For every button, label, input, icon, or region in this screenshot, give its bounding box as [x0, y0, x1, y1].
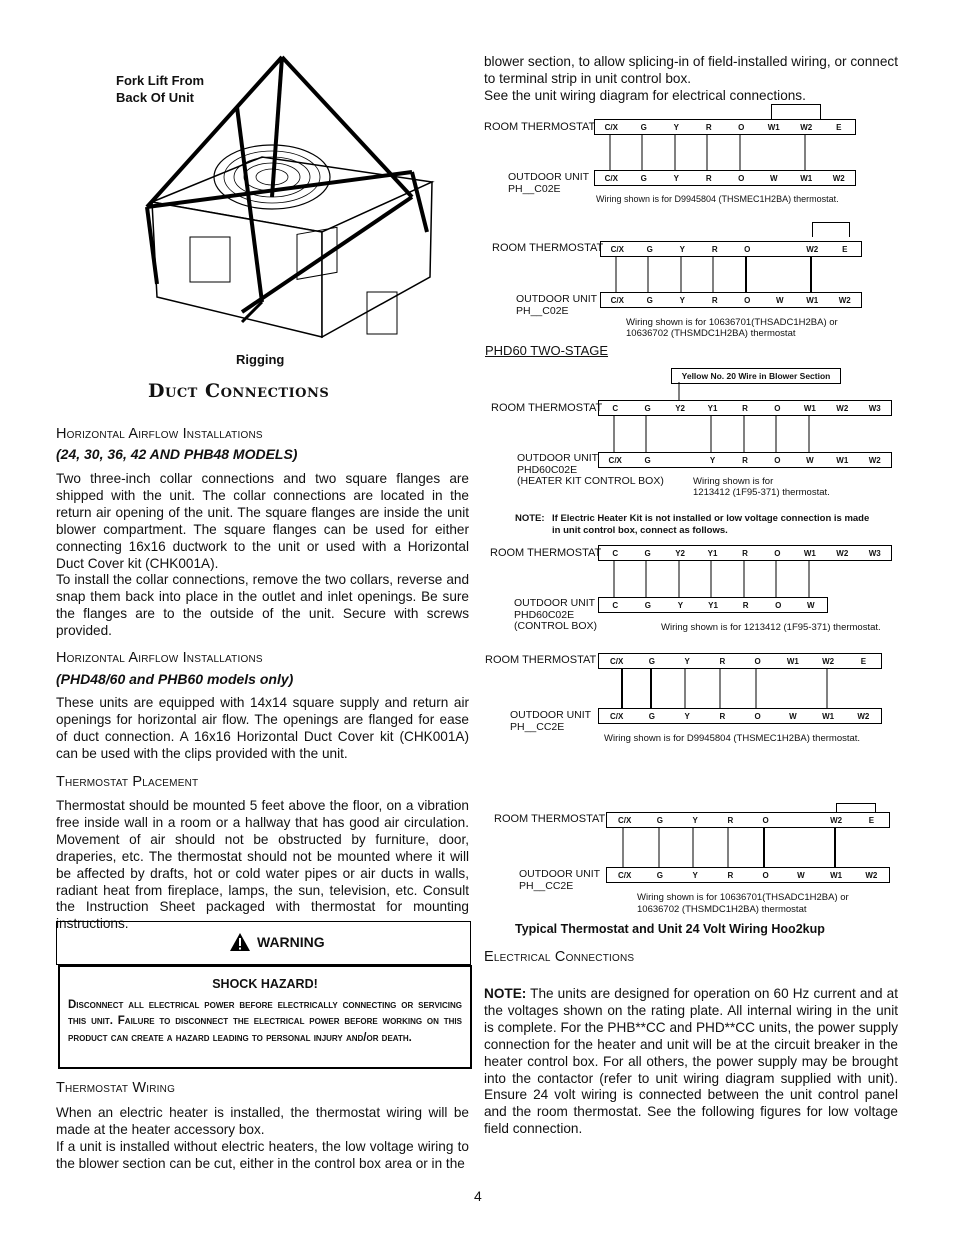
heading-horizontal-airflow-2-sub: (PHD48/60 and PHB60 models only): [56, 671, 294, 687]
d5-room-label: ROOM THERMOSTAT: [485, 654, 597, 666]
forklift-callout: [116, 72, 204, 106]
d1-note: Wiring shown is for D9945804 (THSMEC1H2BA) thermostat.: [596, 194, 839, 204]
terminal: G: [644, 455, 651, 465]
d4-unit: OUTDOOR UNIT: [514, 597, 596, 609]
d4-note: Wiring shown is for 1213412 (1F95-371) thermostat.: [661, 622, 881, 633]
terminal: C: [612, 548, 619, 558]
terminal: R: [742, 600, 749, 610]
paragraph-square-openings: These units are equipped with 14x14 square supply and return air openings for horizontal air flow. The openings are flanged for ease of duct connection. A 16x16 Horizontal Duct Cover kit (CHK001A) can be used with the clips provided with the unit.: [56, 695, 469, 761]
yellow-wire-label: Yellow No. 20 Wire in Blower Section: [671, 368, 841, 384]
heading-horizontal-airflow-1: Horizontal Airflow Installations: [56, 426, 263, 442]
terminal: W: [775, 295, 784, 305]
d3-note-line1: Wiring shown is for: [693, 476, 774, 487]
section-title: Duct Connections: [148, 380, 330, 402]
terminal: O: [762, 815, 769, 825]
terminal: Y: [679, 295, 685, 305]
d5-unit-label: [510, 709, 591, 733]
terminal: W1: [806, 295, 819, 305]
heading-thermostat-placement: Thermostat Placement: [56, 774, 199, 790]
electrical-note-text: The units are designed for operation on 60 Hz current and at the voltages shown on the rating plate. All internal wiring in the unit is complete. For the PHB**CC and PHD**CC units, the power supply connection for the heater and unit will be at the circuit breaker in the heater control box. For all others, the power supply may be brought into the contactor (refer to unit wiring diagram supplied with unit). Ensure 24 volt wiring is connected between the unit control panel and the room thermostat. See the following figures for low voltage field connection.: [484, 986, 898, 1137]
terminal: O: [774, 548, 781, 558]
d4-unit-label: [514, 598, 597, 633]
terminal: O: [738, 122, 745, 132]
terminal: C/X: [617, 815, 632, 825]
terminal: G: [640, 122, 647, 132]
callout-line-1: Fork Lift From: [116, 73, 205, 88]
d3-note-line2: 1213412 (1F95-371) thermostat.: [693, 487, 830, 498]
d5-unit: OUTDOOR UNIT: [510, 709, 592, 721]
terminal: O: [738, 173, 745, 183]
terminal: C: [612, 403, 619, 413]
terminal: Y: [709, 455, 716, 465]
terminal: R: [705, 122, 712, 132]
note-label: NOTE:: [515, 513, 545, 524]
d3-unit-model: PHD60C02E: [517, 463, 578, 476]
terminal: Y2: [675, 403, 685, 413]
warning-header: [56, 921, 471, 965]
terminal: W: [769, 173, 778, 183]
terminal: E: [868, 815, 875, 825]
paragraph-heater-wiring: When an electric heater is installed, the thermostat wiring will be made at the heater accessory box.: [56, 1105, 469, 1137]
terminal: G: [644, 600, 651, 610]
terminal: R: [742, 403, 748, 413]
d1-jumper: [771, 104, 821, 119]
terminal: R: [727, 870, 734, 880]
terminal: W2: [822, 656, 835, 666]
paragraph-thermostat-placement: Thermostat should be mounted 5 feet above the floor, on a vibration free inside wall in a room or a hallway that has good air circulation. Movement of air should not be obstructed by furniture, door, draperies, etc. The thermostat should not be mounted where it will be affected by drafts, hot or cold water pipes or air ducts in walls, radiant heat from fireplace, lamps, the sun, television, etc. Consult the Instruction Sheet packaged with thermostat for mounting instructions.: [56, 798, 469, 932]
electrical-note-label: NOTE:: [484, 986, 527, 1001]
terminal: O: [744, 244, 751, 254]
terminal: W1: [803, 548, 816, 558]
d1-unit-strip: [594, 170, 856, 186]
d3-note: [693, 476, 830, 498]
terminal: R: [727, 815, 734, 825]
terminal: R: [719, 711, 726, 721]
d4-room-label: ROOM THERMOSTAT: [490, 547, 602, 559]
terminal: Y: [679, 244, 685, 254]
terminal: Y: [673, 122, 679, 132]
d1-thermostat-strip: [594, 119, 856, 135]
d5-unit-model: PH__CC2E: [510, 721, 565, 733]
paragraph-blower-section: blower section, to allow splicing-in of field-installed wiring, or connect to terminal strip in unit control box.: [484, 54, 898, 86]
wiring-figure-caption: Typical Thermostat and Unit 24 Volt Wiring Hoo2kup: [515, 922, 825, 936]
terminal: G: [648, 656, 655, 666]
terminal: G: [656, 815, 663, 825]
terminal: W1: [822, 711, 835, 721]
terminal: W1: [800, 173, 813, 183]
phd60-heading: PHD60 TWO-STAGE: [485, 343, 609, 358]
d1-unit-model: PH__C02E: [508, 183, 561, 195]
d5-note: Wiring shown is for D9945804 (THSMEC1H2BA) thermostat.: [604, 733, 861, 744]
terminal: G: [644, 403, 651, 413]
terminal: O: [754, 711, 761, 721]
terminal: C/X: [609, 656, 624, 666]
terminal: G: [646, 295, 653, 305]
shock-hazard: SHOCK HAZARD!: [212, 977, 318, 991]
terminal: R: [719, 656, 726, 666]
d1-unit-label: [508, 171, 589, 195]
d6-note: [637, 892, 849, 916]
terminal: Y1: [707, 403, 718, 413]
d4-unit-box: (CONTROL BOX): [514, 620, 598, 632]
terminal: W2: [857, 711, 870, 721]
terminal: W1: [830, 870, 843, 880]
terminal: O: [774, 403, 781, 413]
terminal: Y: [673, 173, 679, 183]
terminal: Y: [684, 711, 690, 721]
terminal: R: [711, 295, 718, 305]
terminal: W2: [836, 548, 849, 558]
terminal: W1: [767, 122, 780, 132]
page-number: 4: [474, 1188, 482, 1204]
terminal: Y: [684, 656, 690, 666]
d6-unit-strip: [606, 867, 890, 883]
terminal: G: [644, 548, 651, 558]
terminal: W2: [806, 244, 819, 254]
terminal: W1: [803, 403, 816, 413]
warning-body: [58, 965, 472, 1069]
terminal: C/X: [610, 244, 624, 254]
terminal: W3: [868, 403, 881, 413]
paragraph-electrical: [484, 986, 898, 1138]
heater-kit-note: [515, 513, 870, 536]
terminal: C/X: [617, 870, 632, 880]
d2-note-line1: Wiring shown is for 10636701(THSADC1H2BA) or: [626, 317, 838, 328]
d6-note-line2: 10636702 (THSMDC1H2BA) thermostat: [637, 904, 807, 915]
terminal: E: [860, 656, 867, 666]
paragraph-low-voltage: If a unit is installed without electric heaters, the low voltage wiring to the blower section can be cut, either in the control box area or in the: [56, 1139, 469, 1171]
terminal: W2: [832, 173, 845, 183]
d6-note-line1: Wiring shown is for 10636701(THSADC1H2BA) or: [637, 892, 849, 903]
terminal: G: [646, 244, 653, 254]
paragraph-collar-connections: Two three-inch collar connections and two square flanges are shipped with the unit. The collar connections are located in the return air opening of the unit. The square flanges are inside the unit blower compartment. The square flanges can be used for either connecting 16x16 ductwork to the unit or used with a Horizontal Duct Cover kit (CHK001A).: [56, 471, 469, 571]
d6-wires: [606, 827, 888, 867]
d2-jumper: [812, 222, 850, 237]
d2-room-label: ROOM THERMOSTAT: [492, 242, 604, 254]
heading-thermostat-wiring: Thermostat Wiring: [56, 1080, 176, 1096]
d2-wires: [600, 256, 860, 292]
callout-line-2: Back Of Unit: [116, 90, 195, 105]
terminal: O: [754, 656, 761, 666]
warning-triangle-icon: [229, 932, 251, 952]
terminal: O: [744, 295, 751, 305]
terminal: E: [836, 122, 842, 132]
terminal: W1: [836, 455, 849, 465]
d2-unit: OUTDOOR UNIT: [516, 293, 598, 305]
d3-unit-box: (HEATER KIT CONTROL BOX): [517, 475, 664, 487]
terminal: W: [806, 455, 814, 465]
terminal: C: [612, 600, 619, 610]
terminal: G: [648, 711, 655, 721]
d5-unit-strip: [598, 708, 882, 724]
terminal: E: [842, 244, 848, 254]
terminal: C/X: [609, 711, 624, 721]
heading-horizontal-airflow-2: Horizontal Airflow Installations: [56, 650, 263, 666]
terminal: W: [789, 711, 797, 721]
terminal: W2: [830, 815, 843, 825]
d6-room-label: ROOM THERMOSTAT: [494, 813, 606, 825]
d3-unit: OUTDOOR UNIT: [517, 452, 599, 464]
terminal: R: [742, 548, 748, 558]
terminal: O: [762, 870, 769, 880]
d4-unit-model: PHD60C02E: [514, 608, 575, 621]
terminal: W2: [800, 122, 813, 132]
terminal: Y1: [708, 600, 718, 610]
terminal: C/X: [604, 122, 618, 132]
d1-unit: OUTDOOR UNIT: [508, 171, 590, 183]
warning-text: Disconnect all electrical power before electrically connecting or servicing this unit. Failure to disconnect the electrical power before working on this product can create a hazard leading to personal injury and/or death.: [68, 999, 462, 1044]
d3-room-label: ROOM THERMOSTAT: [491, 402, 603, 414]
d6-thermostat-strip: [606, 812, 890, 828]
terminal: W2: [868, 455, 881, 465]
terminal: R: [711, 244, 718, 254]
terminal: O: [774, 455, 781, 465]
d5-thermostat-strip: [598, 653, 882, 669]
terminal: W: [797, 870, 805, 880]
d6-unit-label: [519, 868, 600, 892]
terminal: R: [742, 455, 748, 465]
terminal: G: [656, 870, 663, 880]
d6-unit: OUTDOOR UNIT: [519, 868, 601, 880]
paragraph-see-diagram: See the unit wiring diagram for electrical connections.: [484, 88, 806, 103]
terminal: Y2: [675, 548, 685, 558]
terminal: W: [806, 600, 815, 610]
terminal: Y1: [707, 548, 718, 558]
terminal: G: [640, 173, 647, 183]
heading-horizontal-airflow-1-sub: (24, 30, 36, 42 AND PHB48 MODELS): [56, 446, 298, 462]
d3-wires: [598, 382, 890, 452]
terminal: C/X: [608, 455, 622, 465]
d5-wires: [598, 668, 880, 708]
terminal: R: [705, 173, 712, 183]
figure-caption: Rigging: [236, 352, 285, 367]
d1-room-label: ROOM THERMOSTAT: [484, 121, 596, 133]
terminal: Y: [677, 600, 684, 610]
d2-unit-label: [516, 293, 597, 317]
terminal: Y: [692, 870, 698, 880]
d4-thermostat-strip: [598, 545, 892, 561]
terminal: C/X: [604, 173, 618, 183]
terminal: W1: [786, 656, 799, 666]
paragraph-install-collars: To install the collar connections, remove the two collars, reverse and snap them back into place in the outlet and inlet openings. Be sure the flanges are to the outside of the unit. Secure with screws provided.: [56, 572, 469, 638]
terminal: O: [775, 600, 782, 610]
warning-label: WARNING: [257, 934, 325, 950]
heading-electrical-connections: Electrical Connections: [484, 949, 635, 965]
d2-note-line2: 10636702 (THSMDC1H2BA) thermostat: [626, 328, 796, 339]
d2-note: [626, 317, 838, 339]
d4-unit-strip: [598, 597, 828, 613]
terminal: W3: [868, 548, 881, 558]
terminal: C/X: [610, 295, 624, 305]
d2-unit-strip: [600, 292, 862, 308]
d1-wires: [594, 134, 854, 170]
terminal: W2: [865, 870, 878, 880]
terminal: W2: [838, 295, 851, 305]
note-line1: If Electric Heater Kit is not installed or low voltage connection is made: [552, 513, 870, 524]
d6-jumper: [836, 803, 876, 812]
d2-unit-model: PH__C02E: [516, 305, 569, 317]
d3-unit-strip: [598, 452, 892, 468]
terminal: W2: [836, 403, 849, 413]
note-line2: in unit control box, connect as follows.: [552, 524, 728, 536]
d6-unit-model: PH__CC2E: [519, 880, 574, 892]
terminal: Y: [692, 815, 698, 825]
d2-thermostat-strip: [600, 241, 862, 257]
d4-wires: [598, 560, 890, 597]
